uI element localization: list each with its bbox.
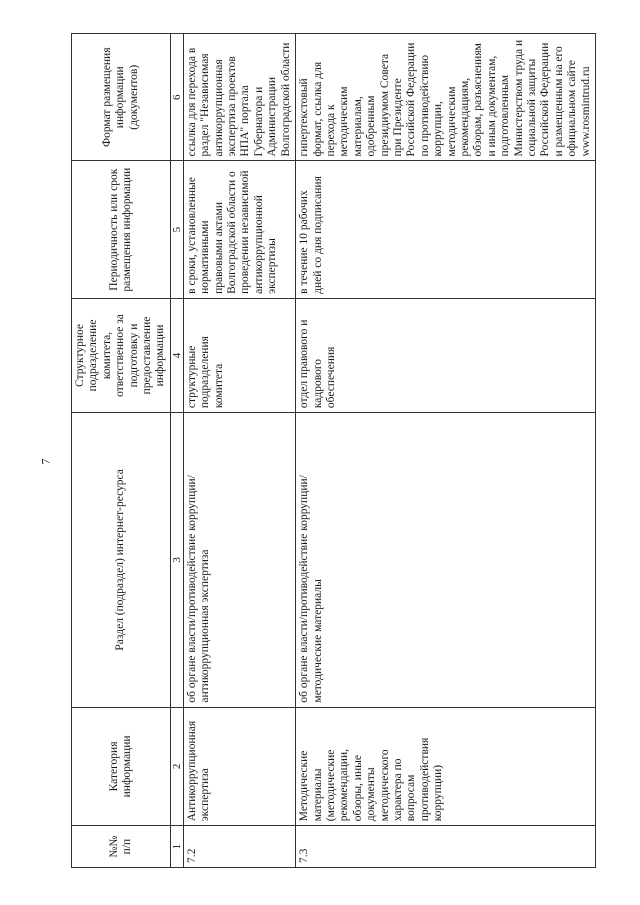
column-number: 1 <box>170 826 183 868</box>
row-category: Методические материалы (методические рекомендации, обзоры, иные документы методического характера по вопросам противодействия коррупции) <box>296 707 596 826</box>
column-number: 5 <box>170 161 183 298</box>
row-category: Антикоррупционная экспертиза <box>183 707 295 826</box>
table-row <box>296 34 596 868</box>
page-number: 7 <box>38 458 53 465</box>
rotated-table-container <box>71 33 592 868</box>
header-format: Формат размещения информации (документов) <box>72 34 171 162</box>
row-period: в течение 10 рабочих дней со дня подписания <box>296 161 596 298</box>
column-number: 6 <box>170 34 183 162</box>
row-department: отдел правового и кадрового обеспечения <box>296 298 596 412</box>
row-format: гипертекстовый формат, ссылка для перехода к методическим материалам, одобренным президиумом Совета при Президенте Российской Федерации по противодействию коррупции, методическим рекомендациям, обзорам, разъяснениям и иным документам, подготовленным Министерством труда и социальной защиты Российской Федерации и размещенным на его официальном сайте www.rosmintrud.ru <box>296 34 596 162</box>
row-number: 7.3 <box>296 826 596 868</box>
row-number: 7.2 <box>183 826 295 868</box>
column-number: 3 <box>170 413 183 707</box>
header-category: Категория информации <box>72 707 171 826</box>
column-number: 2 <box>170 707 183 826</box>
header-department: Структурное подразделение комитета, ответственное за подготовку и предоставление информации <box>72 298 171 412</box>
row-section: об органе власти/противодействие коррупции/методические материалы <box>296 413 596 707</box>
header-section: Раздел (подраздел) интернет-ресурса <box>72 413 171 707</box>
header-number: №№ п/п <box>72 826 171 868</box>
row-department: структурные подразделения комитета <box>183 298 295 412</box>
table-header-row <box>72 34 171 868</box>
row-format: ссылка для перехода в раздел "Независимая антикоррупционная экспертиза проектов НПА" портала Губернатора и Администрации Волгоградской области <box>183 34 295 162</box>
information-table <box>71 33 596 868</box>
row-period: в сроки, установленные нормативными правовыми актами Волгоградской области о проведении независимой антикоррупционной экспертизы <box>183 161 295 298</box>
row-section: об органе власти/противодействие коррупции/антикоррупционная экспертиза <box>183 413 295 707</box>
column-number: 4 <box>170 298 183 412</box>
table-row <box>183 34 295 868</box>
column-numbers-row <box>170 34 183 868</box>
header-period: Периодичность или срок размещения информации <box>72 161 171 298</box>
